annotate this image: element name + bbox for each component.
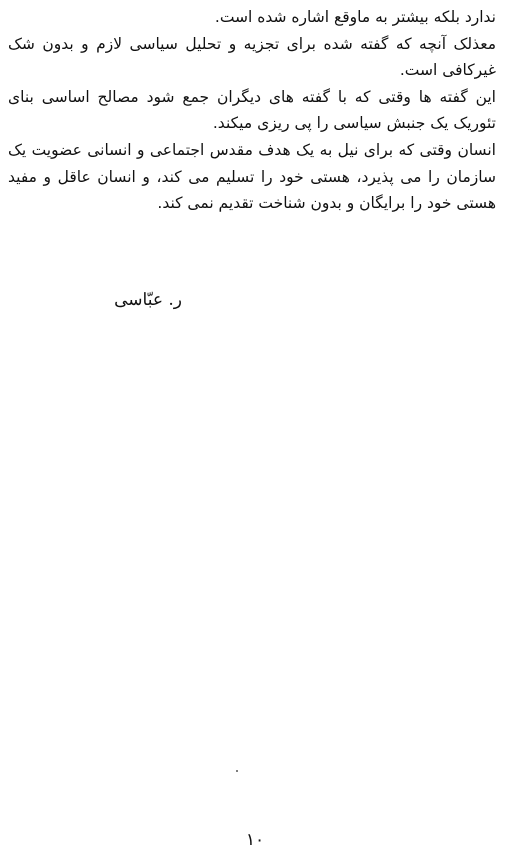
scan-speck: [236, 770, 238, 772]
paragraph-1: ندارد بلکه بیشتر به ماوقع اشاره شده است.: [214, 8, 496, 26]
body-text: [8, 4, 496, 217]
paragraph-3: این گفته ها وقتی که با گفته های دیگران جمع شود مصالح اساسی بنای تئوریک یک جنبش سیاسی را پی ریزی میکند.: [8, 87, 496, 133]
paragraph-2: معذلک آنچه که گفته شده برای تجزیه و تحلیل سیاسی لازم و بدون شک غیرکافی است.: [8, 34, 496, 80]
author-signature: ر. عبّاسی: [114, 290, 182, 310]
paragraph-4: انسان وقتی که برای نیل به یک هدف مقدس اجتماعی و انسانی عضویت یک سازمان را می پذیرد، هستی خود را تسلیم می کند، و انسان عاقل و مفید هستی خود را برایگان و بدون شناخت تقدیم نمی کند.: [8, 140, 496, 213]
page-number: ۱۰: [245, 830, 265, 850]
